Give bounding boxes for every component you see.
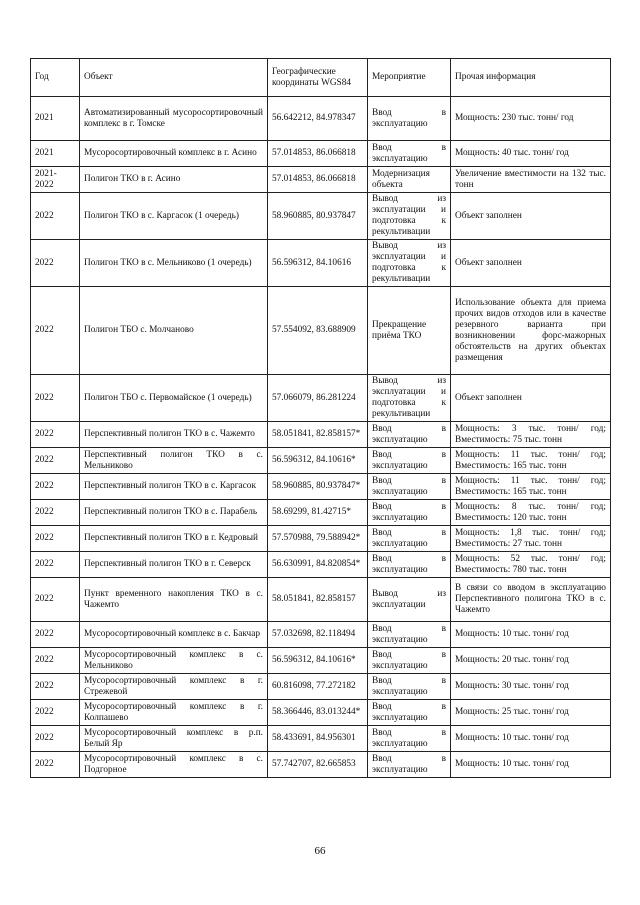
- header-info: Прочая информация: [451, 59, 611, 97]
- cell-coords: 58.051841, 82.858157: [268, 578, 368, 622]
- table-row: [31, 448, 611, 474]
- cell-coords: 57.570988, 79.588942*: [268, 526, 368, 552]
- cell-year: 2021: [31, 141, 80, 167]
- cell-object: Мусоросортировочный комплекс в г. Асино: [80, 141, 268, 167]
- cell-info: Мощность: 1,8 тыс. тонн/ год; Вместимость: 27 тыс. тонн: [451, 526, 611, 552]
- table-row: [31, 287, 611, 375]
- cell-coords: 58.051841, 82.858157*: [268, 422, 368, 448]
- cell-event: Ввод в эксплуатацию: [368, 474, 451, 500]
- cell-object: Мусоросортировочный комплекс в с. Бакчар: [80, 622, 268, 648]
- cell-year: 2022: [31, 500, 80, 526]
- table-row: [31, 375, 611, 422]
- cell-year: 2022: [31, 700, 80, 726]
- cell-info: Увеличение вместимости на 132 тыс. тонн: [451, 167, 611, 193]
- cell-info: Мощность: 11 тыс. тонн/ год; Вместимость: 165 тыс. тонн: [451, 448, 611, 474]
- cell-year: 2022: [31, 552, 80, 578]
- cell-event: Ввод в эксплуатацию: [368, 448, 451, 474]
- cell-object: Полигон ТКО в с. Каргасок (1 очередь): [80, 193, 268, 240]
- table-row: [31, 240, 611, 287]
- cell-event: Вывод из эксплуатации: [368, 578, 451, 622]
- cell-year: 2022: [31, 578, 80, 622]
- cell-info: Мощность: 3 тыс. тонн/ год; Вместимость: 75 тыс. тонн: [451, 422, 611, 448]
- cell-coords: 58.433691, 84.956301: [268, 726, 368, 752]
- cell-event: Ввод в эксплуатацию: [368, 648, 451, 674]
- cell-year: 2022: [31, 474, 80, 500]
- cell-year: 2021: [31, 97, 80, 141]
- cell-event: Ввод в эксплуатацию: [368, 500, 451, 526]
- cell-event: Ввод в эксплуатацию: [368, 552, 451, 578]
- cell-coords: 57.742707, 82.665853: [268, 752, 368, 778]
- cell-info: Мощность: 52 тыс. тонн/ год; Вместимость: 780 тыс. тонн: [451, 552, 611, 578]
- cell-coords: 58.960885, 80.937847*: [268, 474, 368, 500]
- cell-object: Мусоросортировочный комплекс в г. Стрежевой: [80, 674, 268, 700]
- cell-event: Вывод из эксплуатации и подготовка к рекультивации: [368, 240, 451, 287]
- table-row: [31, 648, 611, 674]
- cell-coords: 56.642212, 84.978347: [268, 97, 368, 141]
- table-row: [31, 552, 611, 578]
- table-row: [31, 578, 611, 622]
- cell-object: Перспективный полигон ТКО в г. Кедровый: [80, 526, 268, 552]
- cell-year: 2022: [31, 526, 80, 552]
- cell-event: Ввод в эксплуатацию: [368, 700, 451, 726]
- cell-year: 2021-2022: [31, 167, 80, 193]
- table-row: [31, 193, 611, 240]
- cell-object: Перспективный полигон ТКО в с. Чажемто: [80, 422, 268, 448]
- table-row: [31, 526, 611, 552]
- cell-coords: 56.630991, 84.820854*: [268, 552, 368, 578]
- header-object: Объект: [80, 59, 268, 97]
- cell-object: Перспективный полигон ТКО в с. Парабель: [80, 500, 268, 526]
- cell-info: Объект заполнен: [451, 240, 611, 287]
- cell-coords: 57.014853, 86.066818: [268, 167, 368, 193]
- cell-event: Ввод в эксплуатацию: [368, 752, 451, 778]
- header-event: Мероприятие: [368, 59, 451, 97]
- table-row: [31, 141, 611, 167]
- table-body: [31, 97, 611, 778]
- cell-event: Вывод из эксплуатации и подготовка к рекультивации: [368, 193, 451, 240]
- cell-event: Прекращение приёма ТКО: [368, 287, 451, 375]
- cell-object: Полигон ТБО с. Молчаново: [80, 287, 268, 375]
- cell-info: Мощность: 10 тыс. тонн/ год: [451, 752, 611, 778]
- table-row: [31, 700, 611, 726]
- cell-year: 2022: [31, 648, 80, 674]
- cell-coords: 58.366446, 83.013244*: [268, 700, 368, 726]
- cell-info: Мощность: 8 тыс. тонн/ год; Вместимость: 120 тыс. тонн: [451, 500, 611, 526]
- cell-object: Перспективный полигон ТКО в г. Северск: [80, 552, 268, 578]
- cell-coords: 56.596312, 84.10616: [268, 240, 368, 287]
- cell-event: Вывод из эксплуатации и подготовка к рекультивации: [368, 375, 451, 422]
- cell-year: 2022: [31, 193, 80, 240]
- cell-info: Мощность: 25 тыс. тонн/ год: [451, 700, 611, 726]
- cell-coords: 57.554092, 83.688909: [268, 287, 368, 375]
- cell-year: 2022: [31, 726, 80, 752]
- cell-year: 2022: [31, 422, 80, 448]
- cell-year: 2022: [31, 375, 80, 422]
- cell-info: Мощность: 20 тыс. тонн/ год: [451, 648, 611, 674]
- cell-event: Ввод в эксплуатацию: [368, 726, 451, 752]
- cell-year: 2022: [31, 752, 80, 778]
- cell-event: Модернизация объекта: [368, 167, 451, 193]
- cell-event: Ввод в эксплуатацию: [368, 97, 451, 141]
- cell-object: Мусоросортировочный комплекс в г. Колпашево: [80, 700, 268, 726]
- header-year: Год: [31, 59, 80, 97]
- cell-object: Мусоросортировочный комплекс в с. Мельниково: [80, 648, 268, 674]
- cell-object: Автоматизированный мусоросортировочный комплекс в г. Томске: [80, 97, 268, 141]
- cell-object: Перспективный полигон ТКО в с. Каргасок: [80, 474, 268, 500]
- cell-event: Ввод в эксплуатацию: [368, 622, 451, 648]
- cell-event: Ввод в эксплуатацию: [368, 141, 451, 167]
- cell-coords: 57.014853, 86.066818: [268, 141, 368, 167]
- cell-year: 2022: [31, 240, 80, 287]
- waste-facilities-table: [30, 58, 611, 778]
- cell-info: Мощность: 40 тыс. тонн/ год: [451, 141, 611, 167]
- table-row: [31, 674, 611, 700]
- cell-object: Мусоросортировочный комплекс в с. Подгорное: [80, 752, 268, 778]
- cell-info: Использование объекта для приема прочих видов отходов или в качестве резервного варианта при возникновении форс-мажорных обстоятельств на других объектах размещения: [451, 287, 611, 375]
- cell-coords: 60.816098, 77.272182: [268, 674, 368, 700]
- cell-event: Ввод в эксплуатацию: [368, 674, 451, 700]
- cell-event: Ввод в эксплуатацию: [368, 526, 451, 552]
- cell-object: Пункт временного накопления ТКО в с. Чажемто: [80, 578, 268, 622]
- cell-coords: 56.596312, 84.10616*: [268, 448, 368, 474]
- cell-year: 2022: [31, 674, 80, 700]
- cell-coords: 57.066079, 86.281224: [268, 375, 368, 422]
- cell-coords: 58.69299, 81.42715*: [268, 500, 368, 526]
- cell-info: Мощность: 230 тыс. тонн/ год: [451, 97, 611, 141]
- cell-object: Полигон ТБО с. Первомайское (1 очередь): [80, 375, 268, 422]
- cell-object: Перспективный полигон ТКО в с. Мельниково: [80, 448, 268, 474]
- cell-object: Полигон ТКО в г. Асино: [80, 167, 268, 193]
- cell-coords: 58.960885, 80.937847: [268, 193, 368, 240]
- cell-coords: 56.596312, 84.10616*: [268, 648, 368, 674]
- cell-object: Полигон ТКО в с. Мельниково (1 очередь): [80, 240, 268, 287]
- cell-info: Мощность: 10 тыс. тонн/ год: [451, 622, 611, 648]
- cell-year: 2022: [31, 287, 80, 375]
- table-row: [31, 500, 611, 526]
- cell-info: Мощность: 30 тыс. тонн/ год: [451, 674, 611, 700]
- cell-object: Мусоросортировочный комплекс в р.п. Белый Яр: [80, 726, 268, 752]
- table-header-row: [31, 59, 611, 97]
- page-number: 66: [314, 845, 326, 857]
- table-row: [31, 752, 611, 778]
- table-row: [31, 726, 611, 752]
- cell-info: Объект заполнен: [451, 193, 611, 240]
- cell-info: Объект заполнен: [451, 375, 611, 422]
- table-row: [31, 474, 611, 500]
- cell-info: В связи со вводом в эксплуатацию Перспективного полигона ТКО в с. Чажемто: [451, 578, 611, 622]
- table-row: [31, 622, 611, 648]
- table-row: [31, 167, 611, 193]
- cell-coords: 57.032698, 82.118494: [268, 622, 368, 648]
- cell-year: 2022: [31, 448, 80, 474]
- table-row: [31, 97, 611, 141]
- cell-info: Мощность: 11 тыс. тонн/ год; Вместимость: 165 тыс. тонн: [451, 474, 611, 500]
- table-row: [31, 422, 611, 448]
- cell-info: Мощность: 10 тыс. тонн/ год: [451, 726, 611, 752]
- header-coords: Географические координаты WGS84: [268, 59, 368, 97]
- cell-event: Ввод в эксплуатацию: [368, 422, 451, 448]
- cell-year: 2022: [31, 622, 80, 648]
